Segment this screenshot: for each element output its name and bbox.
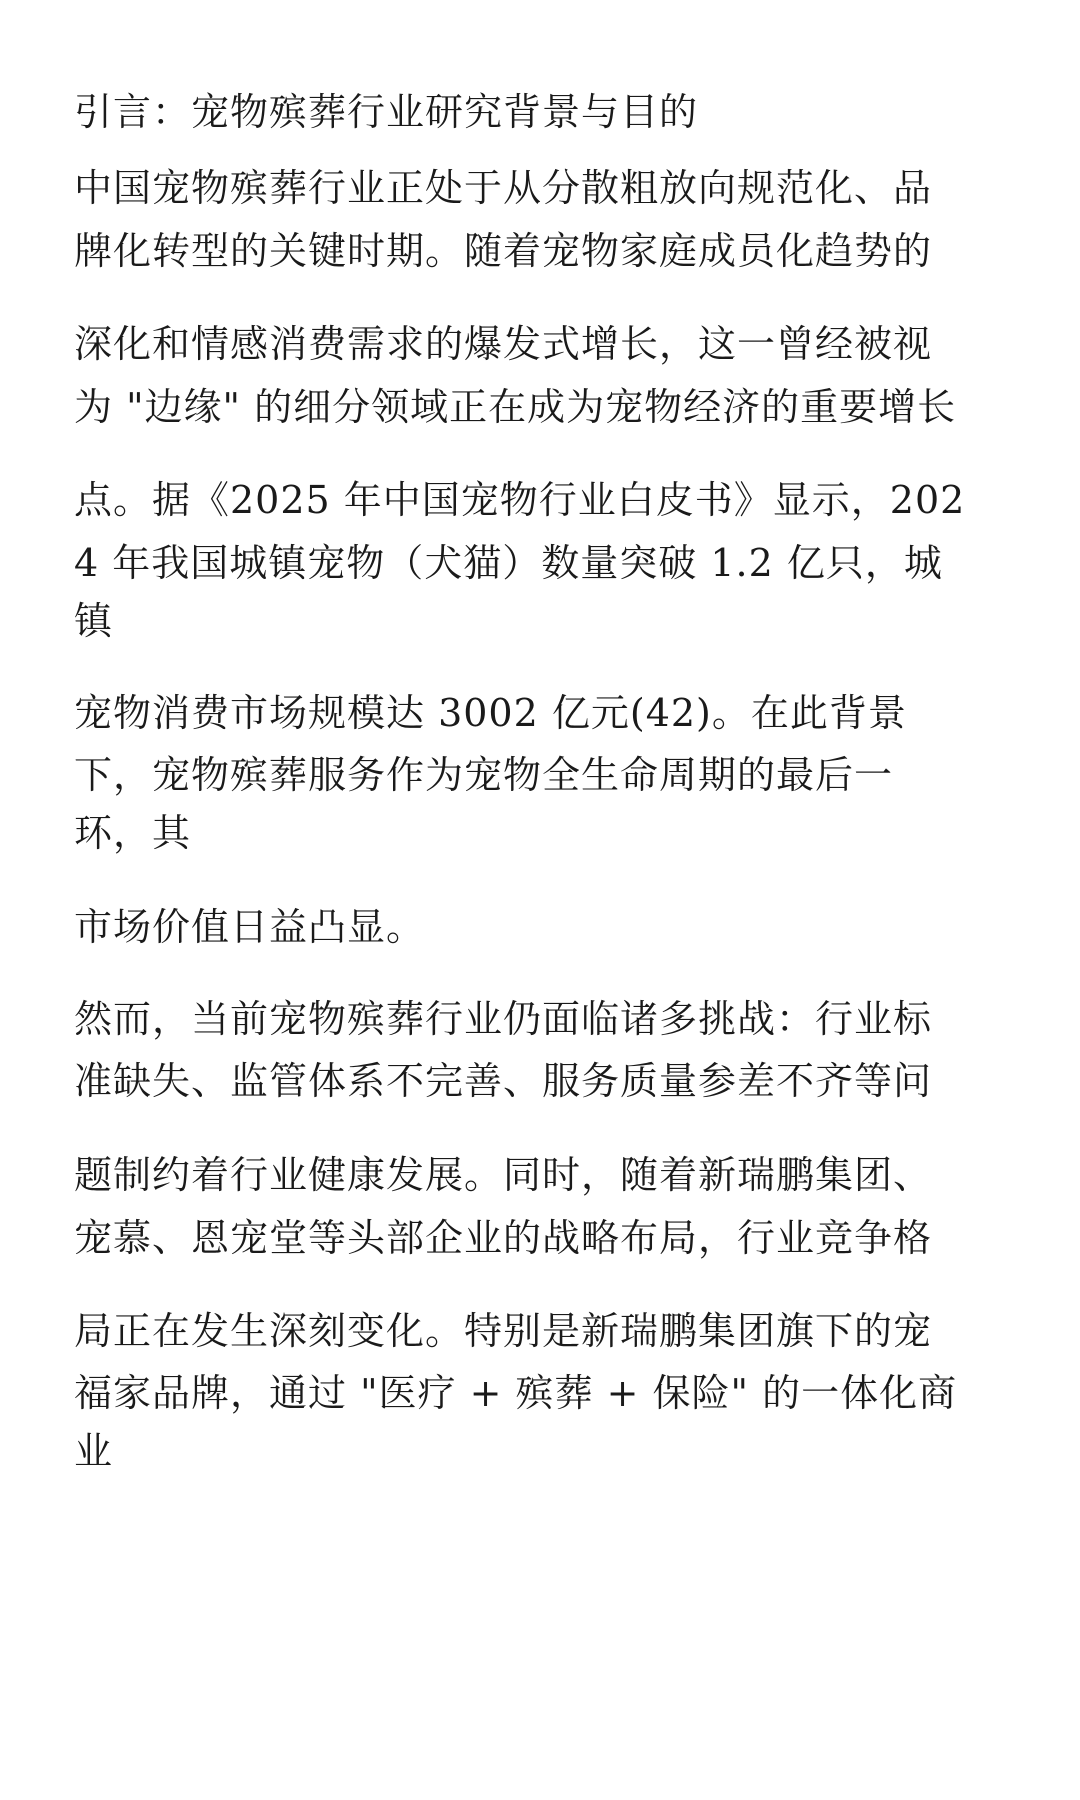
text-line: 环，其 xyxy=(74,811,192,855)
text-line: 业 xyxy=(74,1429,114,1473)
text-line: 深化和情感消费需求的爆发式增长，这一曾经被视 xyxy=(74,322,933,366)
text-line: 为 "边缘" 的细分领域正在成为宠物经济的重要增长 xyxy=(74,385,957,429)
text-line: 然而，当前宠物殡葬行业仍面临诸多挑战：行业标 xyxy=(74,997,933,1041)
text-line: 点。据《2025 年中国宠物行业白皮书》显示，202 xyxy=(74,478,966,522)
text-line: 宠慕、恩宠堂等头部企业的战略布局，行业竞争格 xyxy=(74,1216,933,1260)
text-line: 4 年我国城镇宠物（犬猫）数量突破 1.2 亿只，城 xyxy=(74,541,943,585)
text-line: 牌化转型的关键时期。随着宠物家庭成员化趋势的 xyxy=(74,229,933,273)
text-line: 局正在发生深刻变化。特别是新瑞鹏集团旗下的宠 xyxy=(74,1309,933,1353)
text-line: 下，宠物殡葬服务作为宠物全生命周期的最后一 xyxy=(74,753,894,797)
text-line: 准缺失、监管体系不完善、服务质量参差不齐等问 xyxy=(74,1059,933,1103)
text-line: 市场价值日益凸显。 xyxy=(74,905,426,949)
text-line: 镇 xyxy=(74,599,114,643)
text-line: 福家品牌，通过 "医疗 + 殡葬 + 保险" 的一体化商 xyxy=(74,1371,958,1415)
text-line: 题制约着行业健康发展。同时，随着新瑞鹏集团、 xyxy=(74,1153,933,1197)
text-line: 宠物消费市场规模达 3002 亿元(42)。在此背景 xyxy=(74,691,907,735)
text-line: 中国宠物殡葬行业正处于从分散粗放向规范化、品 xyxy=(74,166,933,210)
section-heading: 引言：宠物殡葬行业研究背景与目的 xyxy=(74,90,699,134)
